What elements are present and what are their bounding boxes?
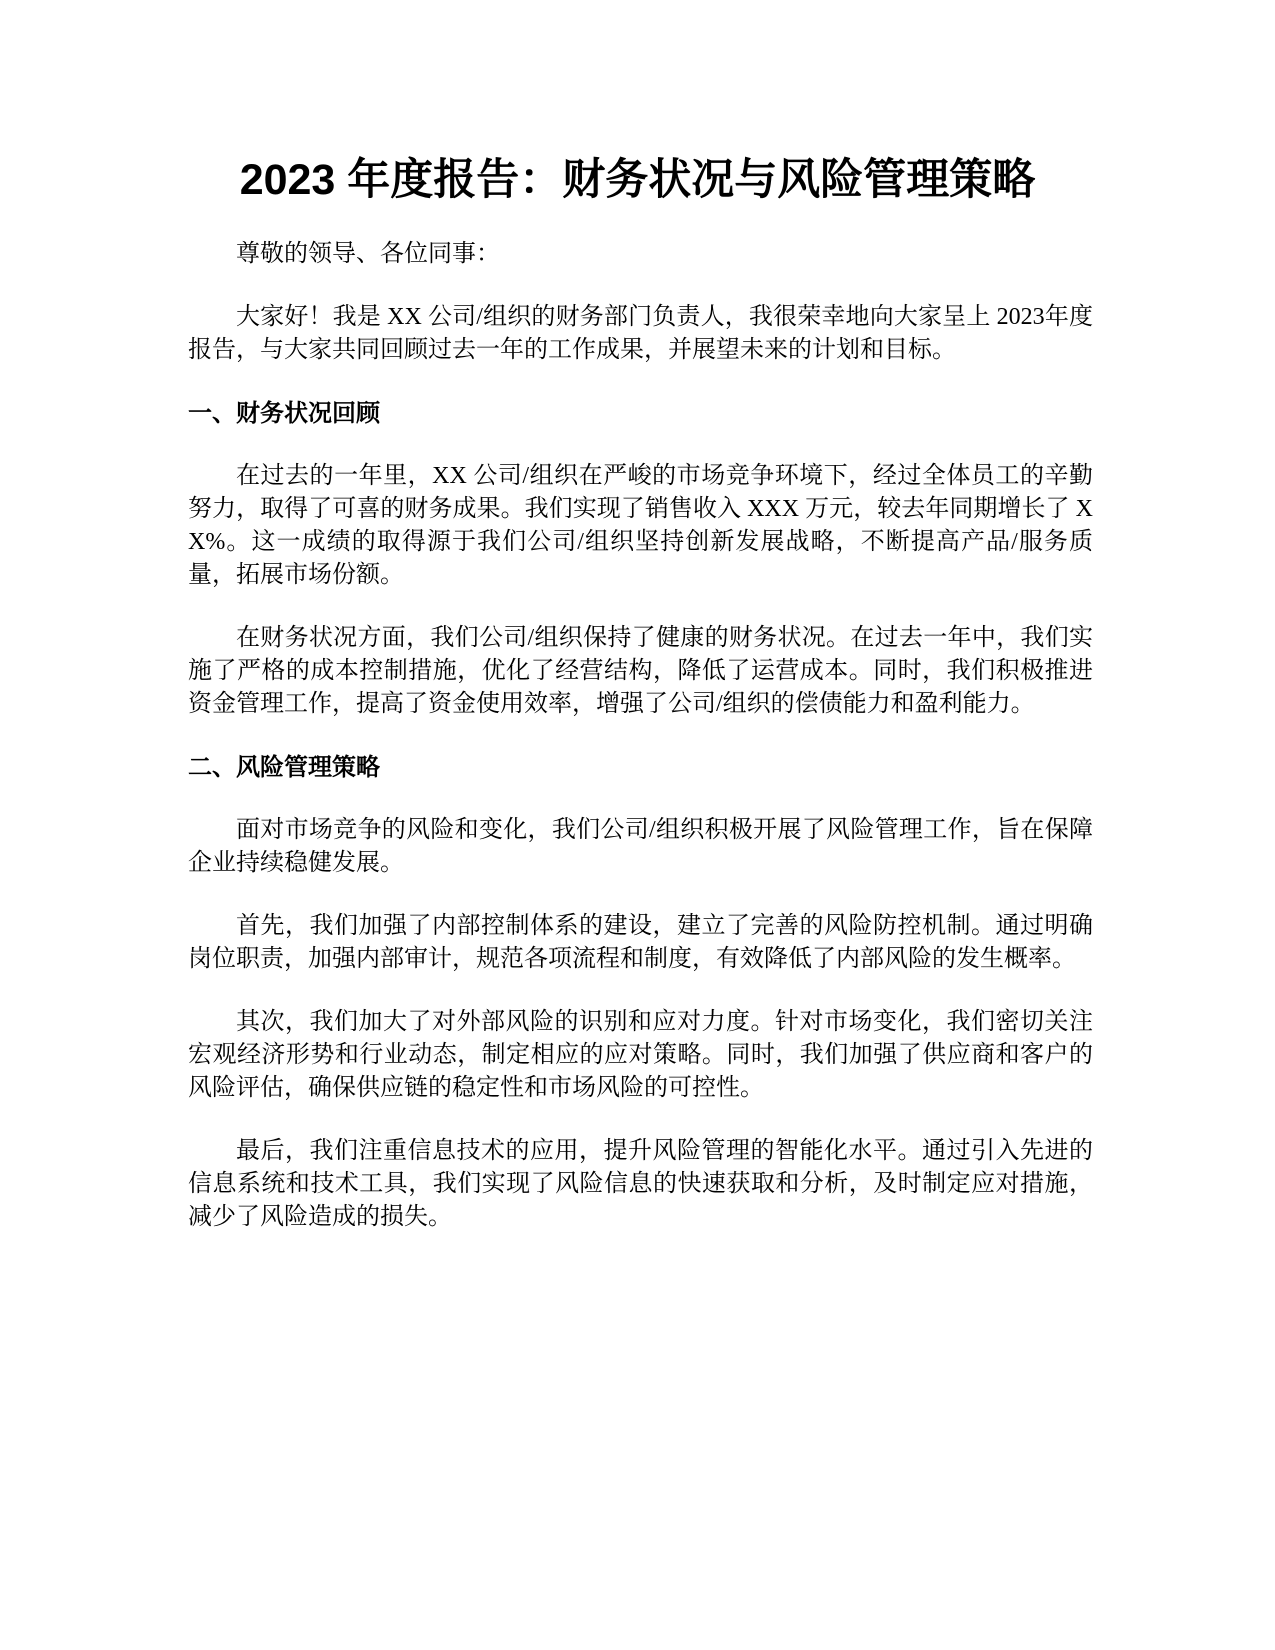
paragraph-line: 其次，我们加大了对外部风险的识别和应对力度。针对市场变化，我们密切关 (236, 1009, 1069, 1035)
intro-line: 年度报告，与大家共同回顾过去一年的工作成果，并展望未来的计划和目标。 (188, 304, 1093, 363)
paragraph-line: 户的风险评估，确保供应链的稳定性和市场风险的可控性。 (188, 1042, 1094, 1101)
intro-paragraph (188, 301, 1093, 367)
risk-management-paragraph-1 (188, 814, 1093, 880)
paragraph-line: 面对市场竞争的风险和变化，我们公司/组织积极开展了风险管理工作，旨在 (236, 817, 1045, 843)
risk-management-paragraph-3 (188, 1006, 1093, 1105)
document-body (188, 238, 1093, 1264)
paragraph-line: 首先，我们加强了内部控制体系的建设，建立了完善的风险防控机制。通过明 (236, 913, 1069, 939)
intro-line: 大家好！我是 XX 公司/组织的财务部门负责人，我很荣幸地向大家呈上 2023 (236, 304, 1045, 330)
greeting-paragraph (188, 238, 1093, 271)
paragraph-line: 能力。 (962, 691, 1035, 717)
section-heading-risk-management: 二、风险管理策略 (188, 754, 380, 781)
paragraph-line: 最后，我们注重信息技术的应用，提升风险管理的智能化水平。通过引入先进 (236, 1138, 1069, 1164)
paragraph-line: 率。 (1028, 946, 1076, 972)
risk-management-paragraph-4 (188, 1135, 1093, 1234)
paragraph-line: 长了 XX%。这一成绩的取得源于我们公司/组织坚持创新发展战略，不断提高产 (188, 496, 1093, 555)
paragraph-line: 们实施了严格的成本控制措施，优化了经营结构，降低了运营成本。同时，我们积 (188, 625, 1093, 684)
paragraph-line: 的信息系统和技术工具，我们实现了风险信息的快速获取和分析，及时制定应对措 (188, 1138, 1093, 1197)
paragraph-line: 施，减少了风险造成的损失。 (188, 1171, 1094, 1230)
paragraph-line: 品/服务质量，拓展市场份额。 (188, 529, 1093, 588)
paragraph-line: 极推进资金管理工作，提高了资金使用效率，增强了公司/组织的偿债能力和盈利 (188, 658, 1094, 717)
report-title: 2023 年度报告：财务状况与风险管理策略 (239, 156, 1036, 204)
financial-review-paragraph-1 (188, 460, 1093, 592)
paragraph-line: 保障企业持续稳健发展。 (188, 817, 1093, 876)
greeting-line: 尊敬的领导、各位同事： (236, 241, 500, 267)
paragraph-line: 注宏观经济形势和行业动态，制定相应的应对策略。同时，我们加强了供应商和客 (188, 1009, 1093, 1068)
financial-review-paragraph-2 (188, 622, 1093, 721)
paragraph-line: 勤努力，取得了可喜的财务成果。我们实现了销售收入 XXX 万元，较去年同期增 (188, 463, 1093, 522)
paragraph-line: 在过去的一年里，XX 公司/组织在严峻的市场竞争环境下，经过全体员工的辛 (236, 463, 1069, 489)
paragraph-line: 在财务状况方面，我们公司/组织保持了健康的财务状况。在过去一年中，我 (236, 625, 1045, 651)
section-heading-financial-review: 一、财务状况回顾 (188, 400, 380, 427)
risk-management-paragraph-2 (188, 910, 1093, 976)
paragraph-line: 确岗位职责，加强内部审计，规范各项流程和制度，有效降低了内部风险的发生概 (188, 913, 1093, 972)
